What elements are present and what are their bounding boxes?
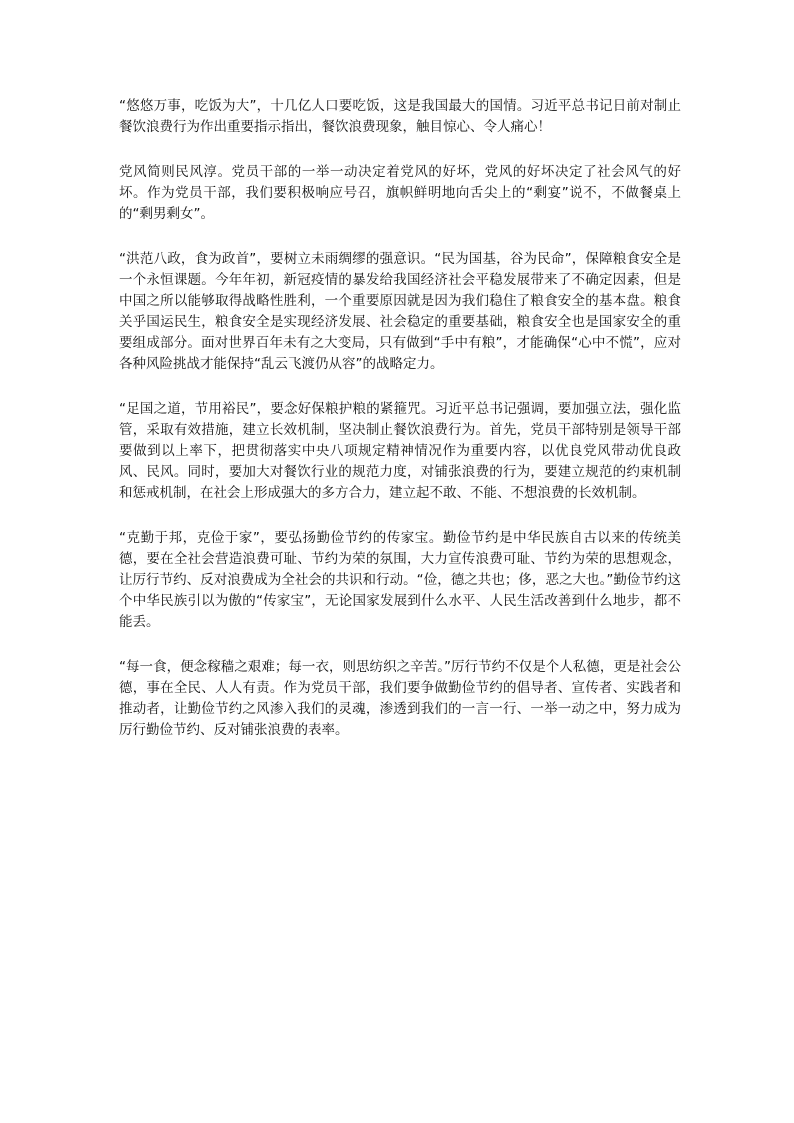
paragraph-party-style: 党风简则民风淳。党员干部的一举一动决定着党风的好坏，党风的好坏决定了社会风气的好坏。作为党员干部，我们要积极响应号召，旗帜鲜明地向舌尖上的“剩宴”说不，不做餐桌上的“剩男剩女”。 xyxy=(119,164,681,222)
paragraph-intro: “悠悠万事，吃饭为大”，十几亿人口要吃饭，这是我国最大的国情。习近平总书记日前对制止餐饮浪费行为作出重要指示指出，餐饮浪费现象，触目惊心、令人痛心！ xyxy=(119,98,681,135)
paragraph-conclusion: “每一食，便念稼穑之艰难；每一衣，则思纺织之辛苦。”厉行节约不仅是个人私德，更是社会公德，事在全民、人人有责。作为党员干部，我们要争做勤俭节约的倡导者、宣传者、实践者和推动者，让勤俭节约之风渗入我们的灵魂，渗透到我们的一言一行、一举一动之中，努力成为厉行勤俭节约、反对铺张浪费的表率。 xyxy=(119,659,681,738)
paragraph-food-security: “洪范八政，食为政首”，要树立未雨绸缪的强意识。“民为国基，谷为民命”，保障粮食安全是一个永恒课题。今年年初，新冠疫情的暴发给我国经济社会平稳发展带来了不确定因素，但是中国之所以能够取得战略性胜利，一个重要原因就是因为我们稳住了粮食安全的基本盘。粮食关乎国运民生，粮食安全是实现经济发展、社会稳定的重要基础，粮食安全也是国家安全的重要组成部分。面对世界百年未有之大变局，只有做到“手中有粮”，才能确保“心中不慌”，应对各种风险挑战才能保持“乱云飞渡仍从容”的战略定力。 xyxy=(119,251,681,372)
document-body xyxy=(119,96,681,765)
paragraph-thrift-tradition: “克勤于邦，克俭于家”，要弘扬勤俭节约的传家宝。勤俭节约是中华民族自古以来的传统美德，要在全社会营造浪费可耻、节约为荣的氛围，大力宣传浪费可耻、节约为荣的思想观念，让厉行节约、反对浪费成为全社会的共识和行动。“俭，德之共也；侈，恶之大也。”勤俭节约这个中华民族引以为傲的“传家宝”，无论国家发展到什么水平、人民生活改善到什么地步，都不能丢。 xyxy=(119,530,681,630)
paragraph-legislation: “足国之道，节用裕民”，要念好保粮护粮的紧箍咒。习近平总书记强调，要加强立法，强化监管，采取有效措施，建立长效机制，坚决制止餐饮浪费行为。首先，党员干部特别是领导干部要做到以上率下，把贯彻落实中央八项规定精神情况作为重要内容，以优良党风带动优良政风、民风。同时，要加大对餐饮行业的规范力度，对铺张浪费的行为，要建立规范的约束机制和惩戒机制，在社会上形成强大的多方合力，建立起不敢、不能、不想浪费的长效机制。 xyxy=(119,401,681,501)
